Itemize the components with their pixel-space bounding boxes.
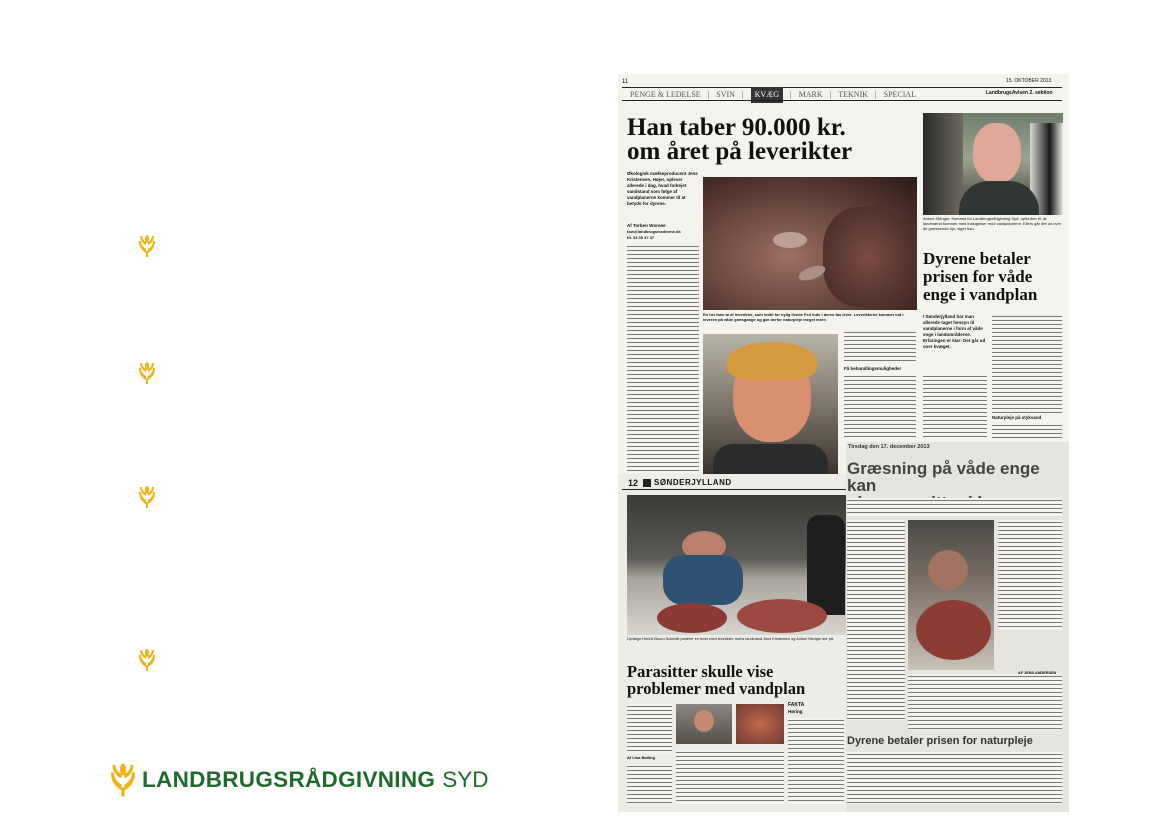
photo-man-glasses <box>923 113 1063 215</box>
clipping2-body-mid <box>676 750 784 804</box>
clipping2-body-left-2 <box>627 764 672 804</box>
headline2-line2: prisen for våde <box>923 267 1033 286</box>
headline2-line1: Dyrene betaler <box>923 249 1031 268</box>
clipping1-byline: Af Torben Worsøe <box>627 223 666 228</box>
newspaper-clippings <box>618 74 1069 812</box>
clipping2-body-right-1 <box>847 520 905 720</box>
headline2-line3: enge i vandplan <box>923 285 1038 304</box>
clipping1-body-column-6 <box>992 423 1062 440</box>
clipping1-caption-liver: En hel fane lø af leverikter, som indtil for nylig livede Fed inde i deres fas lever. Leverikterne kommer ind i leveren på våde græsgange og gør derfor naturpleje meget mere. <box>703 312 904 322</box>
clipping1-body-column-2 <box>844 330 916 364</box>
clipping2-intro <box>847 498 1062 516</box>
clipping1-body-column-4 <box>923 374 987 440</box>
clipping1-nav: PENGE & LEDELSE | SVIN | KVÆG | MARK | TEKNIK | SPECIAL <box>630 87 916 103</box>
clipping2-headline-bottom: Dyrene betaler prisen for naturpleje <box>847 735 1033 747</box>
clipping1-sub2: I Sønderjylland har man allerede taget hensyn til vandplanerne i form af våde enge i landområderne. Erfaringen er klar: Det går ud over kvæget. <box>923 314 986 349</box>
logo-wheat-icon <box>108 763 138 797</box>
headline-left-line1: Parasitter skulle vise <box>627 662 774 681</box>
clipping2-body-bottom <box>847 752 1062 804</box>
clipping1-body-column-3 <box>844 374 916 440</box>
clipping2-fakta-body <box>788 718 844 804</box>
clipping1-body-column-1 <box>627 244 699 476</box>
wheat-icon <box>137 362 157 384</box>
clipping2-headline-left <box>627 663 805 697</box>
clipping1-publication: LandbrugsAvisen 2. sektion <box>986 90 1053 96</box>
clipping2-fakta-sub: Høring <box>788 709 803 714</box>
clipping1-caption-man: Antoni Stenger, formand for Landbrugsrådgivning Syd, opfordrer til, at landmænd kommer med indsigelser mod vandplanerne. Ellers går det ud over de græssende dyr, siger han. <box>923 216 1062 231</box>
clipping2-section: SØNDERJYLLAND <box>654 478 732 487</box>
clipping1-date: 15. OKTOBER 2013 <box>1006 78 1052 84</box>
nav-penge: PENGE & LEDELSE <box>630 90 701 99</box>
photo-liver-flukes <box>703 177 917 310</box>
clipping2-body-right-2 <box>998 520 1062 630</box>
clipping1-body-column-5 <box>992 314 1062 414</box>
clipping1-phone: tlf. 33 39 47 47 <box>627 235 655 240</box>
clipping1-subhead-mid: Få behandlingsmuligheder <box>844 366 902 371</box>
headline-left-line2: problemer med vandplan <box>627 679 806 698</box>
wheat-icon <box>137 486 157 508</box>
clipping2-section-rule <box>622 489 846 490</box>
clipping1-lead: Økologisk mælkeproducent Jens Kristensen, Højer, oplever allerede i dag, hvad forkejet vandstand som følge af vandplanerne kommer til at betyde for dyrene. <box>627 171 698 206</box>
headline-line2: om året på leverikter <box>627 138 853 165</box>
photo-liver-closeup <box>908 520 994 670</box>
clipping2-body-left <box>627 704 672 754</box>
nav-mark: MARK <box>798 90 823 99</box>
clipping2-fakta: FAKTA <box>788 702 805 708</box>
clipping2-byline: Af Lisa Bølling <box>627 755 655 760</box>
nav-special: SPECIAL <box>883 90 917 99</box>
photo-small-men <box>676 704 732 744</box>
nav-kvaeg: KVÆG <box>751 87 783 103</box>
brand-logo <box>108 763 488 797</box>
clipping2-sig: AF JENS ANDERSEN <box>1018 671 1057 675</box>
headline-line1: Han taber 90.000 kr. <box>627 114 846 141</box>
wheat-icon <box>137 649 157 671</box>
clipping2-headline-line1: Græsning på våde enge kan <box>847 459 1040 495</box>
brand-suffix: SYD <box>442 767 489 792</box>
nav-teknik: TEKNIK <box>838 90 869 99</box>
nav-svin: SVIN <box>716 90 735 99</box>
brand-name: LANDBRUGSRÅDGIVNING <box>142 767 436 792</box>
clipping1-page-number: 11 <box>622 79 629 85</box>
clipping1-email: tow@landbrugsmedierne.dk <box>627 229 681 234</box>
clipping1-subhead-right: Naturpleje på stykvand <box>992 415 1042 420</box>
clipping2-caption-photo: Dyrlæge Henrik Bruun Schmidt parterer en lever med leverikter, mens landmand Jens Kristensen og Antoni Stenger ser på. <box>627 637 835 641</box>
wheat-icon <box>137 235 157 257</box>
clipping1-nav-rule <box>622 100 1062 101</box>
clipping1-headline2 <box>923 250 1037 304</box>
clipping2-section-marker <box>643 479 651 487</box>
clipping2-issue-date: Tirsdag den 17. december 2013 <box>848 444 930 450</box>
photo-farmer-portrait <box>703 334 838 474</box>
photo-small-liver <box>736 704 784 744</box>
photo-vet-examining-liver <box>627 495 846 635</box>
clipping2-page-number: 12 <box>628 478 639 488</box>
clipping1-headline <box>627 116 852 164</box>
